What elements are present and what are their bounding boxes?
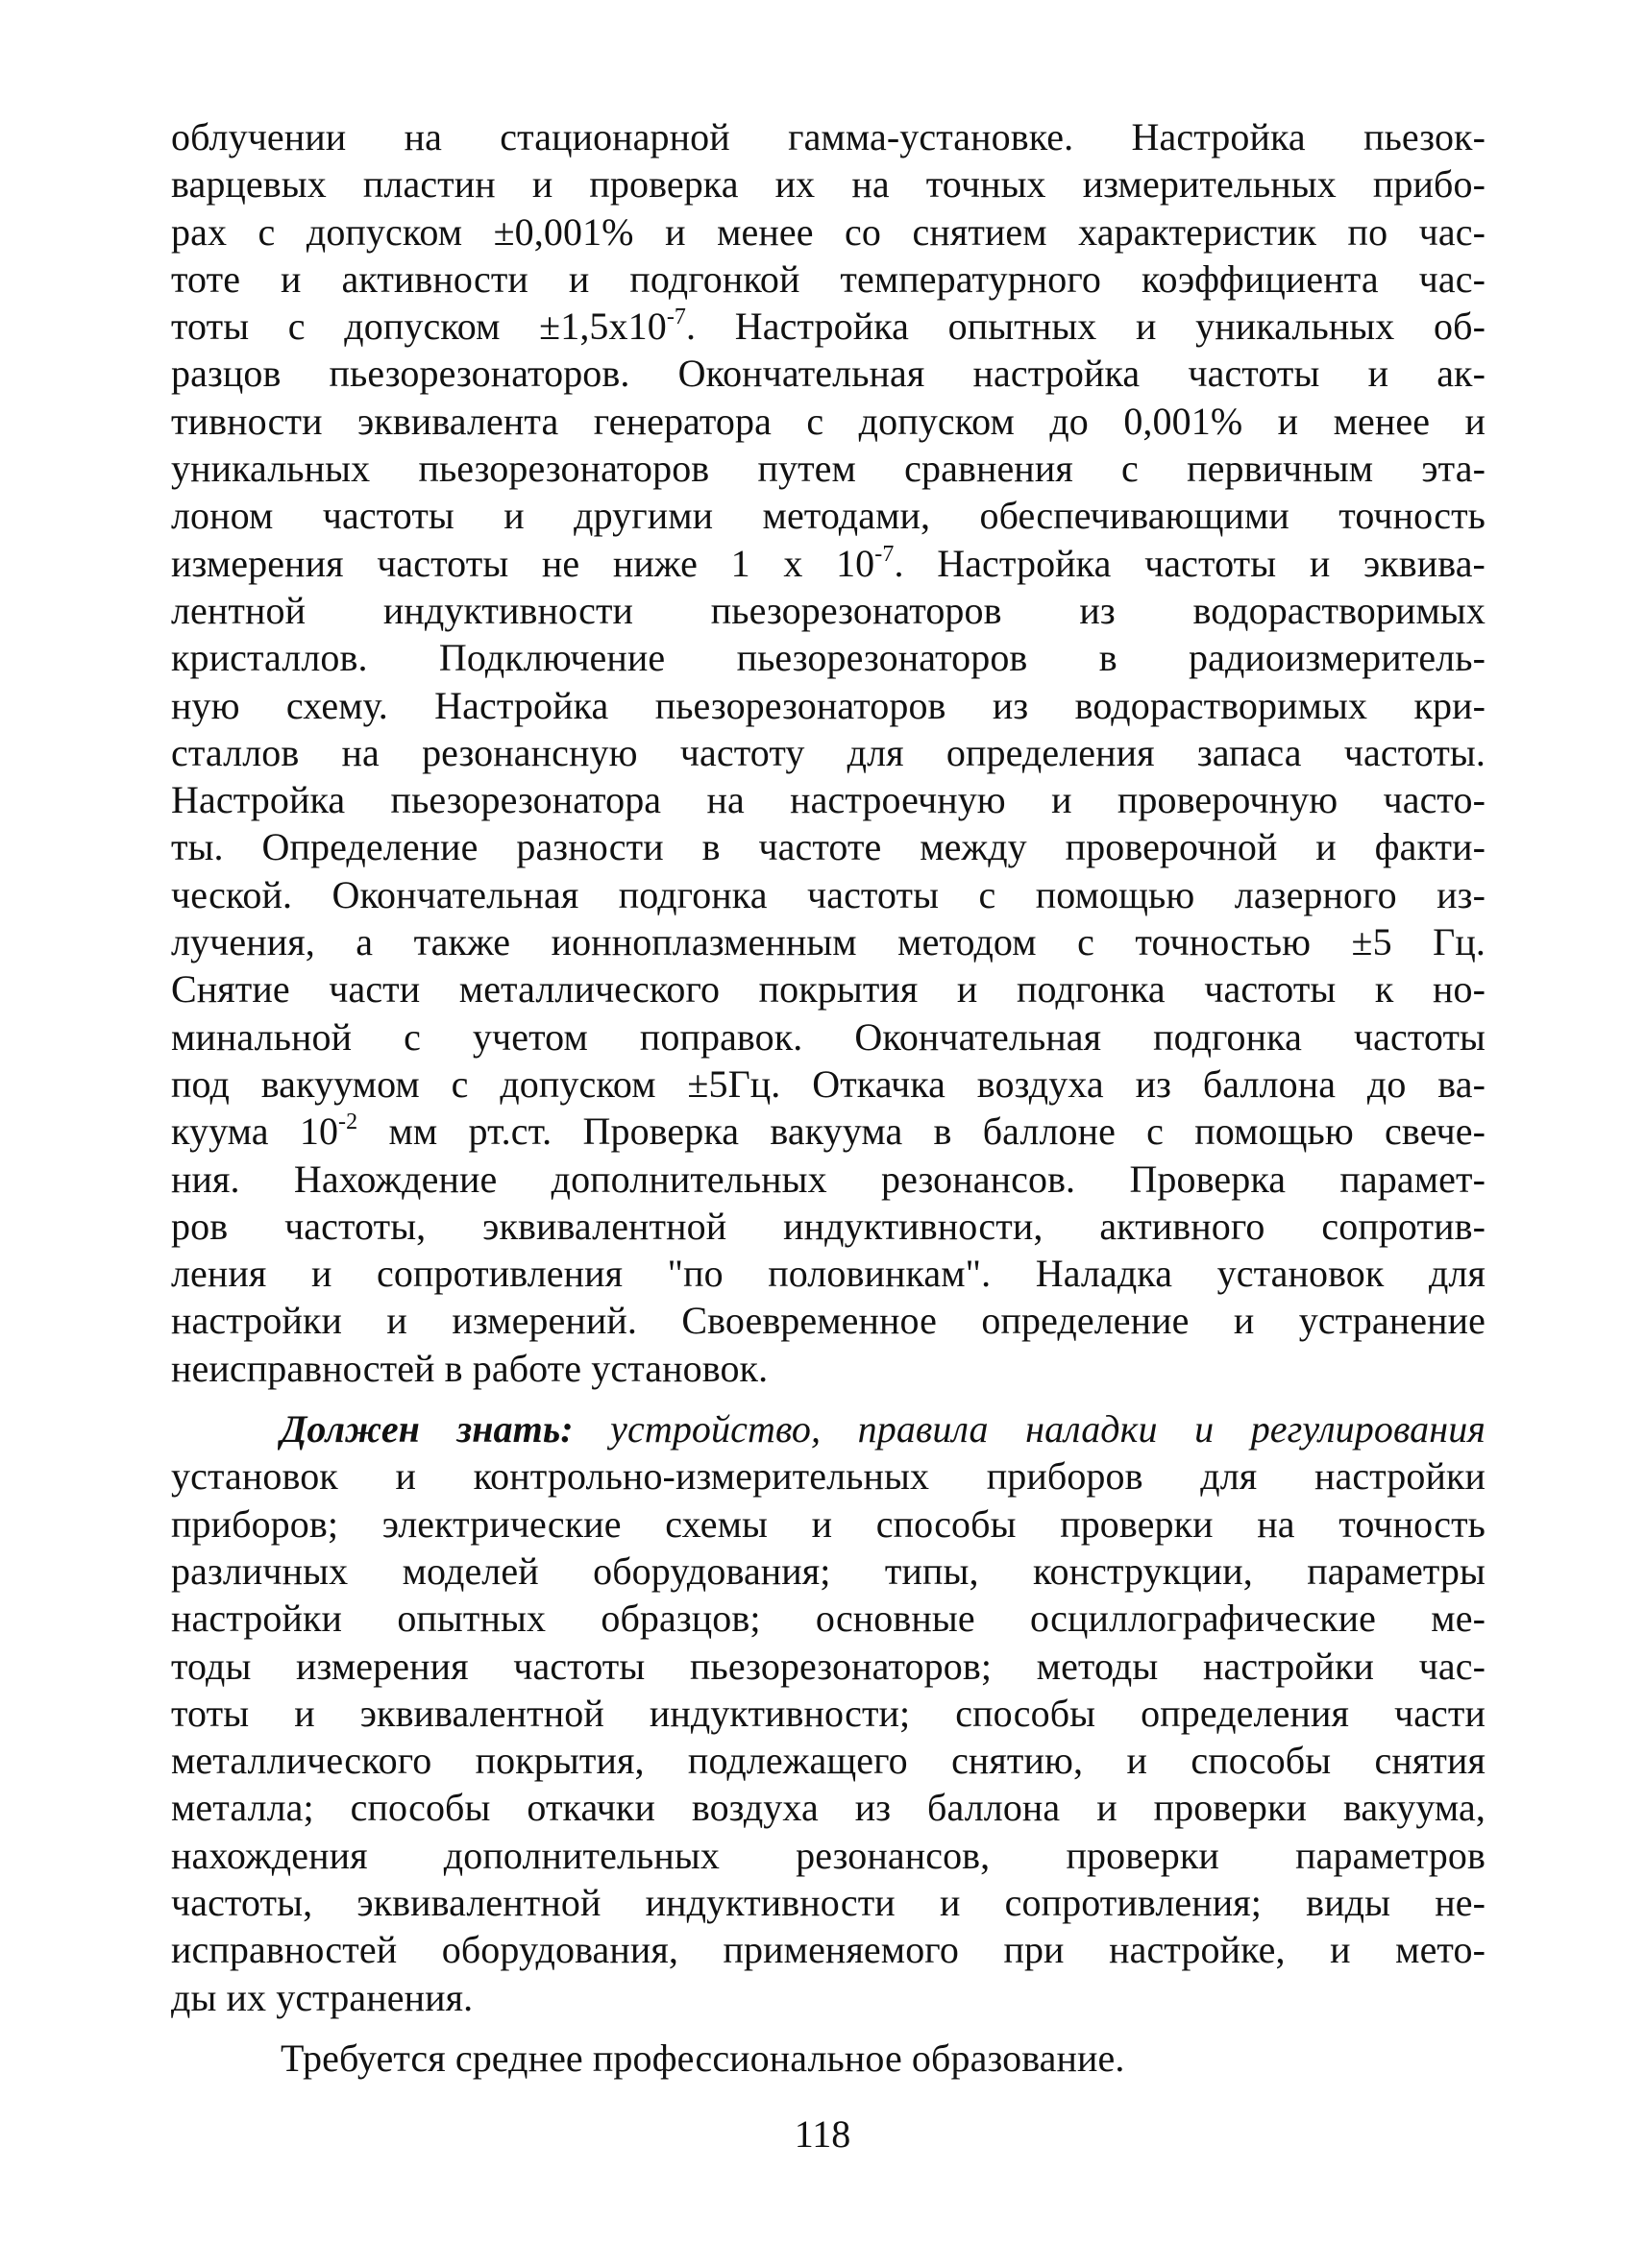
text-line xyxy=(171,1108,1485,1155)
text-line: настройки и измерений. Своевременное определение и устранение xyxy=(171,1299,1485,1343)
text-line: нахождения дополнительных резонансов, проверки параметров xyxy=(171,1833,1485,1877)
must-know-heading: Должен знать: xyxy=(281,1407,574,1451)
text-segment: куума 10 xyxy=(171,1110,339,1154)
text-line: тоте и активности и подгонкой температурного коэффициента час- xyxy=(171,256,1485,301)
text-line: металлического покрытия, подлежащего снятию, и способы снятия xyxy=(171,1739,1485,1783)
superscript-exponent: -7 xyxy=(874,541,895,567)
text-line: кристаллов. Подключение пьезорезонаторов в радиоизмеритель- xyxy=(171,636,1485,680)
text-line: настройки опытных образцов; основные осциллографические ме- xyxy=(171,1597,1485,1641)
text-line: приборов; электрические схемы и способы проверки на точность xyxy=(171,1501,1485,1546)
text-line: уникальных пьезорезонаторов путем сравнения с первичным эта- xyxy=(171,447,1485,491)
text-line: облучении на стационарной гамма-установке. Настройка пьезок- xyxy=(171,115,1485,159)
text-segment: . Настройка частоты и эквива- xyxy=(894,541,1485,585)
text-line: металла; способы откачки воздуха из баллона и проверки вакуума, xyxy=(171,1786,1485,1830)
text-segment: устройство, правила наладки и регулирования xyxy=(573,1407,1485,1451)
text-line: тоты и эквивалентной индуктивности; способы определения части xyxy=(171,1691,1485,1735)
text-segment: . Настройка опытных и уникальных об- xyxy=(686,305,1485,349)
text-line: ды их устранения. xyxy=(171,1975,474,2019)
superscript-exponent: -7 xyxy=(666,305,687,330)
text-line: исправностей оборудования, применяемого при настройке, и мето- xyxy=(171,1928,1485,1972)
text-line: частоты, эквивалентной индуктивности и сопротивления; виды не- xyxy=(171,1880,1485,1924)
text-line: различных моделей оборудования; типы, конструкции, параметры xyxy=(171,1549,1485,1593)
text-line: под вакуумом с допуском ±5Гц. Откачка воздуха из баллона до ва- xyxy=(171,1061,1485,1106)
text-line: ления и сопротивления "по половинкам". Наладка установок для xyxy=(171,1252,1485,1296)
text-line: Снятие части металлического покрытия и подгонка частоты к но- xyxy=(171,967,1485,1012)
paragraph-duties xyxy=(171,113,1485,1392)
text-line: неисправностей в работе установок. xyxy=(171,1346,769,1390)
paragraph-must-know xyxy=(171,1405,1485,2021)
text-line: ров частоты, эквивалентной индуктивности, активного сопротив- xyxy=(171,1204,1485,1248)
text-line xyxy=(171,540,1485,587)
text-line: ния. Нахождение дополнительных резонансов. Проверка парамет- xyxy=(171,1157,1485,1201)
text-line: тоды измерения частоты пьезорезонаторов; методы настройки час- xyxy=(171,1644,1485,1688)
text-line: сталлов на резонансную частоту для определения запаса частоты. xyxy=(171,730,1485,774)
text-line xyxy=(171,1405,1485,1452)
superscript-exponent: -2 xyxy=(338,1110,358,1135)
text-segment: измерения частоты не ниже 1 х 10 xyxy=(171,541,875,585)
text-line: ческой. Окончательная подгонка частоты с помощью лазерного из- xyxy=(171,872,1485,916)
body-text xyxy=(171,113,1485,2082)
text-line: варцевых пластин и проверка их на точных измерительных прибо- xyxy=(171,162,1485,207)
page-number: 118 xyxy=(794,2112,851,2156)
text-line: Требуется среднее профессиональное образование. xyxy=(281,2036,1125,2080)
text-line: ную схему. Настройка пьезорезонаторов из водорастворимых кри- xyxy=(171,683,1485,727)
text-line xyxy=(171,303,1485,350)
text-line: лентной индуктивности пьезорезонаторов из водорастворимых xyxy=(171,588,1485,632)
text-segment: тоты с допуском ±1,5х10 xyxy=(171,305,667,349)
paragraph-spacer xyxy=(171,1392,1485,1405)
text-line: лоном частоты и другими методами, обеспечивающими точность xyxy=(171,494,1485,538)
text-line: минальной с учетом поправок. Окончательная подгонка частоты xyxy=(171,1014,1485,1059)
text-line: тивности эквивалента генератора с допуском до 0,001% и менее и xyxy=(171,399,1485,443)
text-line: лучения, а также ионноплазменным методом с точностью ±5 Гц. xyxy=(171,920,1485,964)
paragraph-education xyxy=(171,2035,1485,2082)
paragraph-spacer xyxy=(171,2021,1485,2035)
text-line: разцов пьезорезонаторов. Окончательная настройка частоты и ак- xyxy=(171,352,1485,396)
text-line: рах с допуском ±0,001% и менее со снятием характеристик по час- xyxy=(171,209,1485,254)
text-line: установок и контрольно-измерительных приборов для настройки xyxy=(171,1454,1485,1499)
text-line: ты. Определение разности в частоте между проверочной и факти- xyxy=(171,825,1485,869)
text-line: Настройка пьезорезонатора на настроечную и проверочную часто- xyxy=(171,778,1485,822)
text-segment: мм рт.ст. Проверка вакуума в баллоне с помощью свече- xyxy=(357,1110,1485,1154)
